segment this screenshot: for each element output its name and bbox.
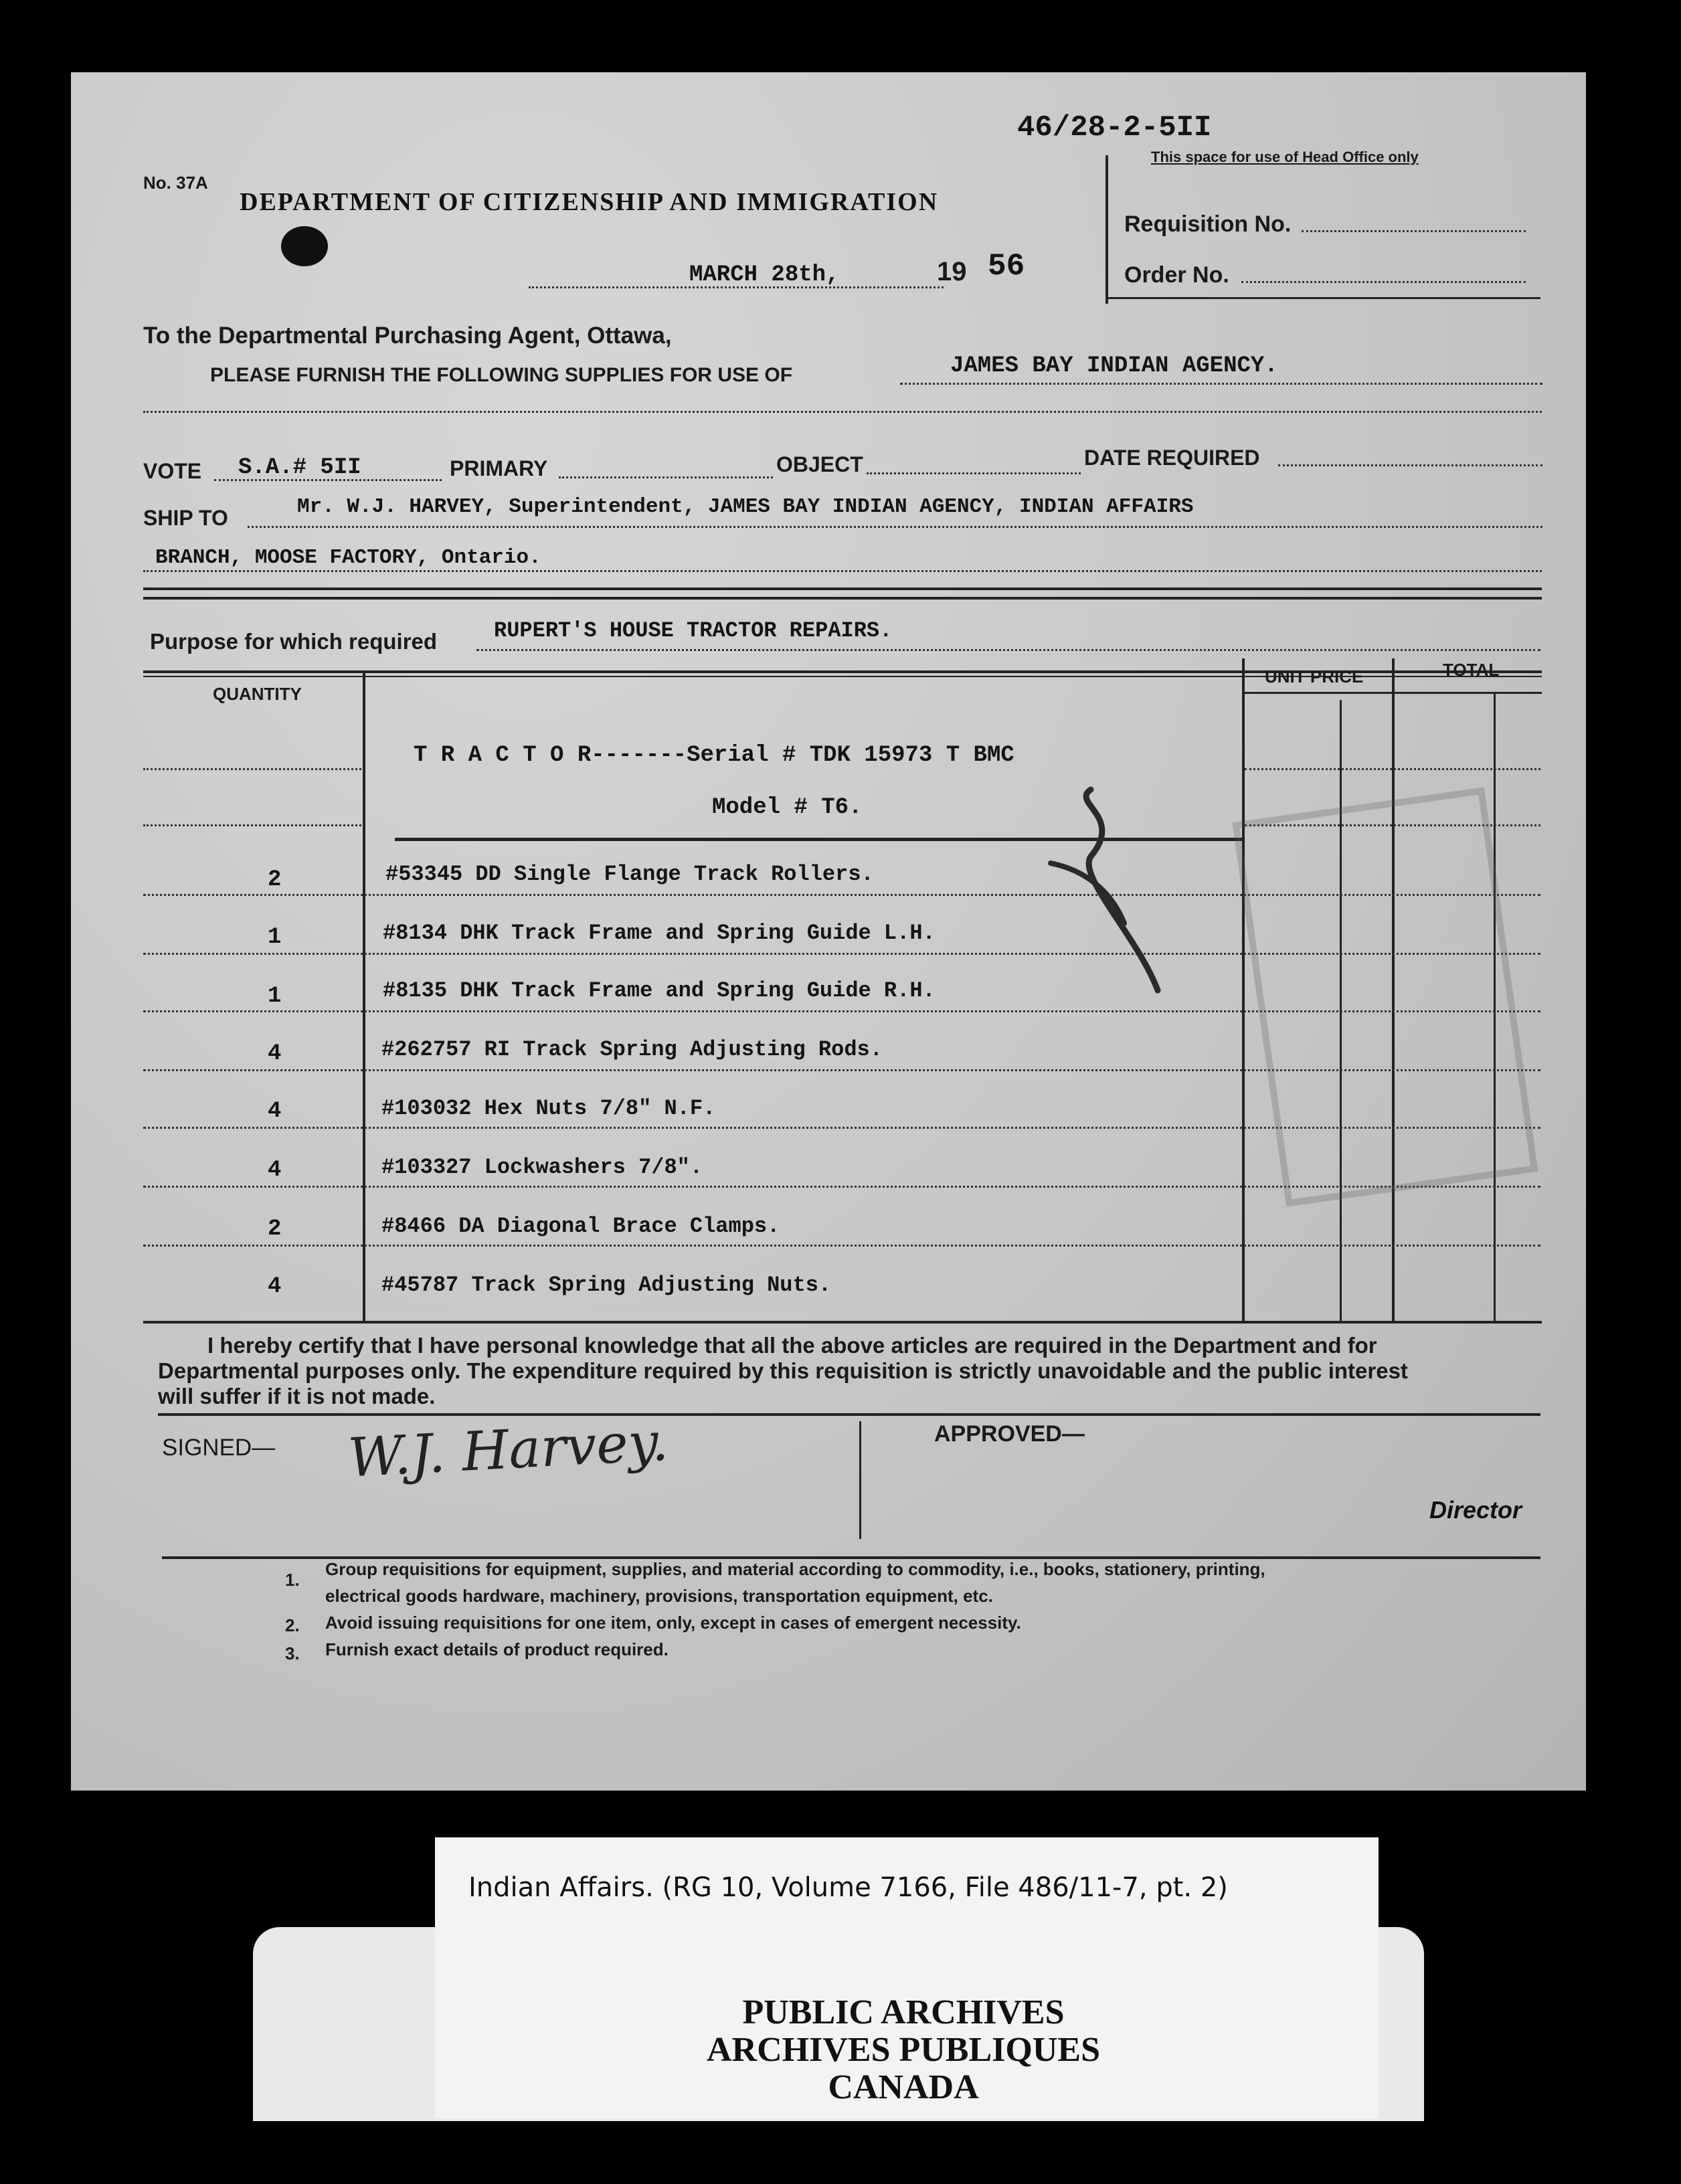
item-quantity: 1 [268, 984, 282, 1009]
object-line [867, 472, 1081, 474]
certify-line-1: I hereby certify that I have personal knowledge that all the above articles are required in the Department and for [207, 1333, 1377, 1358]
item-description: #103327 Lockwashers 7/8". [381, 1155, 703, 1180]
archive-stamp [0, 1994, 1681, 2106]
faint-stamp [1232, 787, 1538, 1206]
signed-label: SIGNED— [162, 1435, 276, 1461]
unit-price-column-left [1242, 658, 1245, 1324]
double-rule-top [143, 587, 1542, 590]
ship-to-label: SHIP TO [143, 506, 228, 530]
purpose-line [476, 649, 1540, 651]
primary-line [559, 476, 773, 478]
item-quantity: 4 [268, 1099, 282, 1124]
quantity-header: QUANTITY [213, 684, 302, 704]
signature: W.J. Harvey. [346, 1410, 670, 1489]
table-bottom-rule [143, 1321, 1542, 1324]
archive-line-1: PUBLIC ARCHIVES [742, 1993, 1065, 2031]
item-quantity: 4 [268, 1274, 282, 1299]
double-rule-bottom [143, 597, 1542, 600]
year-prefix: 19 [937, 257, 967, 286]
ship-to-line-1: Mr. W.J. HARVEY, Superintendent, JAMES BAY INDIAN AGENCY, INDIAN AFFAIRS [297, 495, 1194, 519]
item-description: #103032 Hex Nuts 7/8" N.F. [381, 1096, 716, 1121]
primary-label: PRIMARY [450, 456, 548, 480]
item-description: #8466 DA Diagonal Brace Clamps. [381, 1214, 780, 1239]
item-description: #53345 DD Single Flange Track Rollers. [385, 862, 874, 887]
ink-blot [281, 226, 328, 266]
to-purchasing-agent: To the Departmental Purchasing Agent, Ottawa, [143, 323, 672, 349]
vote-line [214, 479, 442, 481]
item-quantity: 4 [268, 1041, 282, 1067]
note-text: Furnish exact details of product required. [325, 1639, 669, 1659]
year-suffix: 56 [988, 249, 1025, 284]
note-text: Group requisitions for equipment, supplies, and material according to commodity, i.e., books, stationery, printing, [325, 1559, 1265, 1579]
certify-rule [158, 1413, 1540, 1416]
purpose-label: Purpose for which required [150, 629, 438, 654]
check-mark-icon [1044, 776, 1178, 1004]
department-title: DEPARTMENT OF CITIZENSHIP AND IMMIGRATION [240, 188, 939, 216]
item-quantity: 1 [268, 925, 282, 950]
item-quantity: 2 [268, 867, 282, 893]
date-required-line [1278, 464, 1542, 466]
form-number: No. 37A [143, 173, 208, 193]
ship-to-line-2-rule [143, 570, 1542, 572]
vote-label: VOTE [143, 459, 202, 483]
archive-line-2: ARCHIVES PUBLIQUES [706, 2031, 1101, 2069]
model-heading: Model # T6. [712, 795, 863, 820]
item-description: #8135 DHK Track Frame and Spring Guide R.H. [383, 978, 936, 1003]
requisition-number-label: Requisition No. [1124, 211, 1292, 237]
item-quantity: 4 [268, 1158, 282, 1183]
note-number: 2. [285, 1615, 300, 1635]
approved-label: APPROVED— [934, 1421, 1085, 1447]
unit-price-header: UNIT PRICE [1265, 666, 1364, 687]
file-reference: 46/28-2-5II [1017, 111, 1212, 145]
note-number: 1. [285, 1570, 300, 1590]
director-label: Director [1429, 1496, 1522, 1524]
certify-line-3: will suffer if it is not made. [158, 1384, 436, 1408]
price-header-rule [1242, 692, 1542, 694]
total-header: TOTAL [1443, 660, 1500, 680]
head-office-box-border [1105, 155, 1108, 304]
furnish-line [900, 383, 1542, 385]
ship-to-line-2: BRANCH, MOOSE FACTORY, Ontario. [155, 546, 541, 569]
tractor-heading: T R A C T O R-------Serial # TDK 15973 T BMC [414, 743, 1014, 768]
object-label: OBJECT [776, 452, 863, 476]
furnish-value: JAMES BAY INDIAN AGENCY. [950, 353, 1278, 379]
archive-citation: Indian Affairs. (RG 10, Volume 7166, File 486/11-7, pt. 2) [468, 1872, 1228, 1903]
requisition-number-line [1302, 230, 1526, 232]
note-text: Avoid issuing requisitions for one item, only, except in cases of emergent necessity. [325, 1613, 1021, 1633]
archive-line-3: CANADA [828, 2068, 979, 2106]
note-text: electrical goods hardware, machinery, provisions, transportation equipment, etc. [325, 1586, 993, 1606]
item-description: #45787 Track Spring Adjusting Nuts. [381, 1273, 832, 1297]
order-number-label: Order No. [1124, 262, 1229, 288]
order-number-line [1241, 281, 1526, 283]
note-number: 3. [285, 1643, 300, 1663]
item-description: #8134 DHK Track Frame and Spring Guide L.H. [383, 921, 936, 945]
item-description: #262757 RI Track Spring Adjusting Rods. [381, 1037, 883, 1062]
furnish-label: PLEASE FURNISH THE FOLLOWING SUPPLIES FOR USE OF [210, 364, 793, 386]
quantity-column-divider [363, 673, 365, 1324]
item-quantity: 2 [268, 1216, 282, 1242]
ship-to-line [248, 526, 1542, 528]
head-office-box-bottom [1105, 297, 1540, 299]
certify-line-2: Departmental purposes only. The expenditure required by this requisition is strictly unavoidable and the public interest [158, 1358, 1408, 1383]
date-required-label: DATE REQUIRED [1084, 446, 1260, 470]
furnish-line-2 [143, 411, 1542, 413]
purpose-value: RUPERT'S HOUSE TRACTOR REPAIRS. [494, 618, 893, 643]
vote-value: S.A.# 5II [238, 455, 361, 480]
head-office-note: This space for use of Head Office only [1151, 149, 1419, 165]
signature-divider [859, 1421, 861, 1539]
date-typed: MARCH 28th, [689, 262, 840, 288]
